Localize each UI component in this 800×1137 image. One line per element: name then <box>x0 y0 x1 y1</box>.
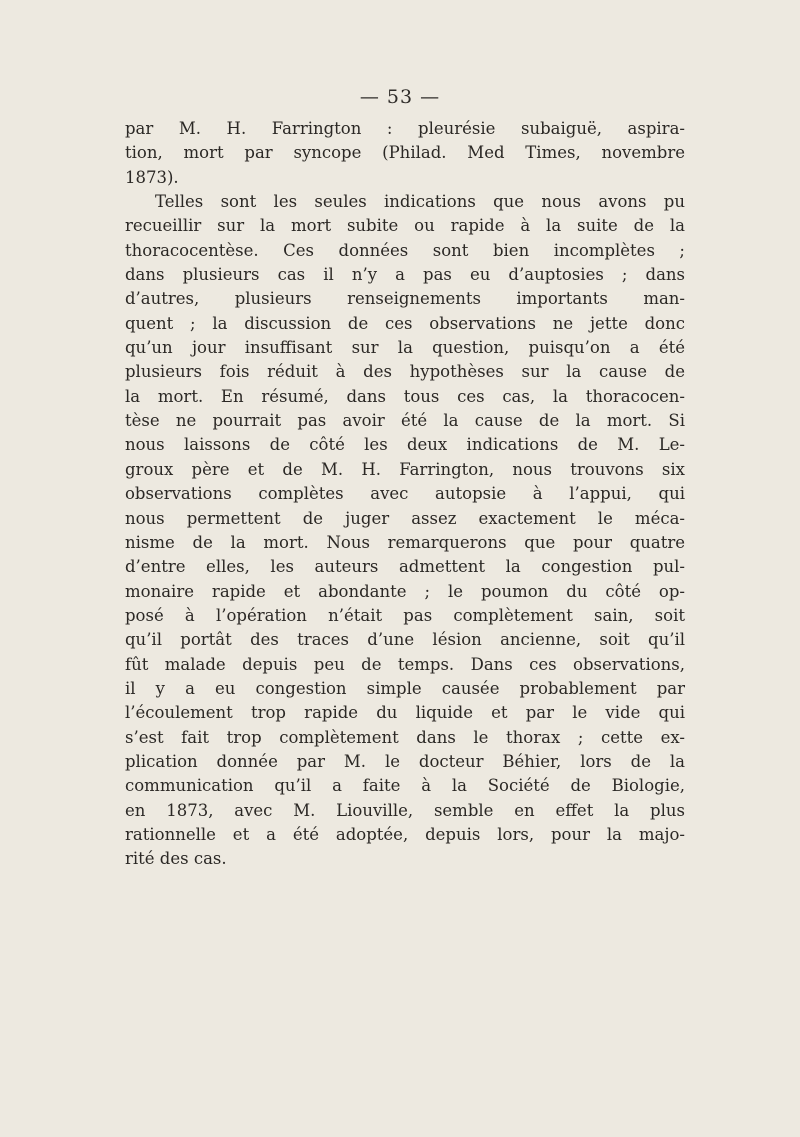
text-line: qu’un jour insuffisant sur la question, puisqu’on a été <box>125 338 685 358</box>
text-line: rationnelle et a été adoptée, depuis lors, pour la majo- <box>125 824 685 844</box>
text-line: la mort. En résumé, dans tous ces cas, la thoracocen- <box>125 386 685 406</box>
text-line: qu’il portât des traces d’une lésion ancienne, soit qu’il <box>125 630 685 650</box>
text-line: l’écoulement trop rapide du liquide et par le vide qui <box>125 703 685 723</box>
text-line: fût malade depuis peu de temps. Dans ces observations, <box>125 654 685 674</box>
text-line: nous laissons de côté les deux indications de M. Le- <box>125 435 685 455</box>
text-line: quent ; la discussion de ces observations ne jette donc <box>125 313 685 333</box>
text-line: par M. H. Farrington : pleurésie subaiguë, aspira- <box>125 119 685 138</box>
text-line: d’entre elles, les auteurs admettent la congestion pul- <box>125 557 685 577</box>
text-line: tèse ne pourrait pas avoir été la cause de la mort. Si <box>125 411 685 431</box>
body-text <box>125 117 685 872</box>
text-line: d’autres, plusieurs renseignements importants man- <box>125 289 685 309</box>
text-line: posé à l’opération n’était pas complètement sain, soit <box>125 605 685 625</box>
text-line: thoracocentèse. Ces données sont bien incomplètes ; <box>125 240 685 260</box>
text-line: tion, mort par syncope (Philad. Med Times, novembre <box>125 143 685 163</box>
text-line: rité des cas. <box>125 849 227 869</box>
text-line: nous permettent de juger assez exactement le méca- <box>125 508 685 528</box>
text-line: groux père et de M. H. Farrington, nous trouvons six <box>125 459 685 479</box>
text-line: communication qu’il a faite à la Société de Biologie, <box>125 776 685 796</box>
text-line: Telles sont les seules indications que nous avons pu <box>155 192 685 212</box>
page-number: — 53 — <box>359 86 441 108</box>
text-line: nisme de la mort. Nous remarquerons que pour quatre <box>125 532 685 552</box>
text-line: monaire rapide et abondante ; le poumon du côté op- <box>125 581 685 601</box>
text-line: s’est fait trop complètement dans le thorax ; cette ex- <box>125 727 685 747</box>
text-line: plusieurs fois réduit à des hypothèses sur la cause de <box>125 362 685 382</box>
text-line: observations complètes avec autopsie à l’appui, qui <box>125 484 685 504</box>
text-line: 1873). <box>125 167 179 187</box>
text-line: il y a eu congestion simple causée probablement par <box>125 678 685 698</box>
text-line: dans plusieurs cas il n’y a pas eu d’auptosies ; dans <box>125 265 685 285</box>
text-line: en 1873, avec M. Liouville, semble en effet la plus <box>125 800 685 820</box>
text-line: plication donnée par M. le docteur Béhier, lors de la <box>125 751 685 771</box>
text-line: recueillir sur la mort subite ou rapide à la suite de la <box>125 216 685 236</box>
